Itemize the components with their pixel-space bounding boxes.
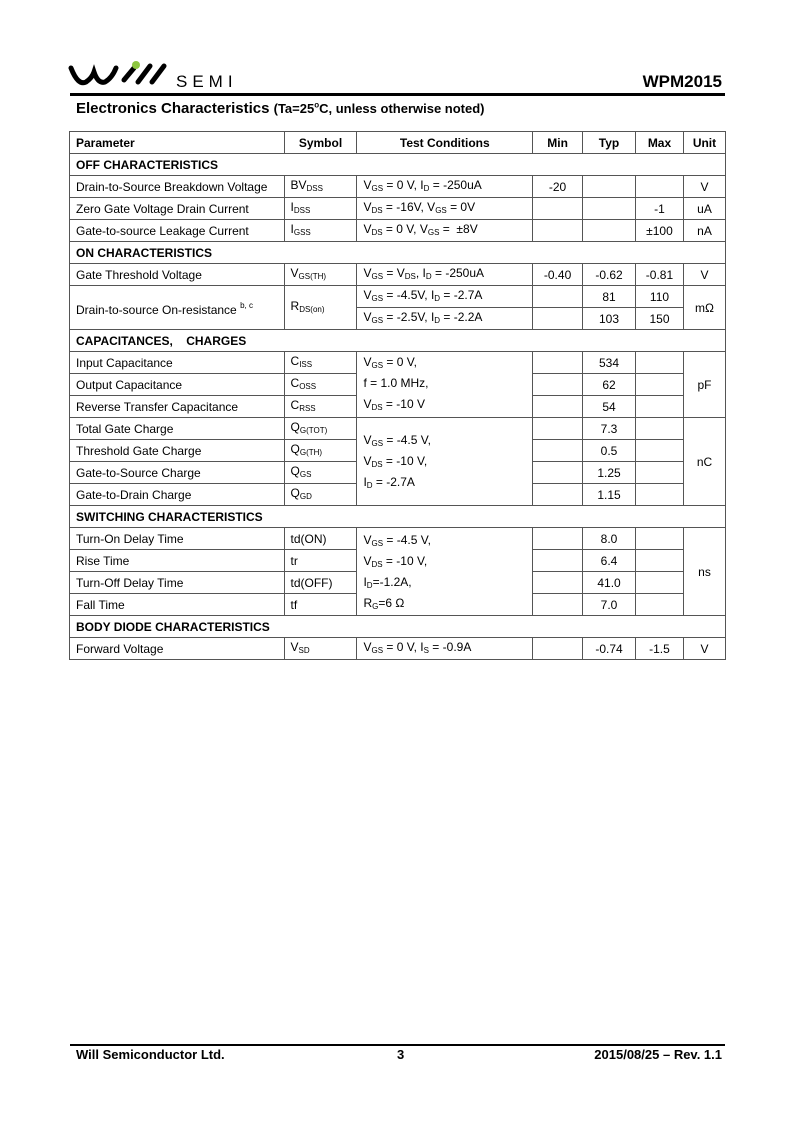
table-row: Gate-to-Source Charge $Q_{GS}$ 1.25 xyxy=(70,462,726,484)
footer-revision: 2015/08/25 – Rev. 1.1 xyxy=(594,1047,722,1062)
electrical-characteristics-table xyxy=(69,131,726,660)
table-row: Input Capacitance $C_{ISS}$ $V_{GS} = 0$ V, f = 1.0 MHz, $V_{DS} = -10$ V 534 pF xyxy=(70,352,726,374)
condition-cell: $V_{DS} = -16V$, $V_{GS} = 0V$ xyxy=(357,198,533,220)
symbol-cell: $C_{OSS}$ xyxy=(284,374,357,396)
table-row: Turn-Off Delay Time td(OFF) 41.0 xyxy=(70,572,726,594)
will-semi-logo xyxy=(68,60,268,90)
section-title xyxy=(76,100,485,117)
will-logo-mark xyxy=(68,60,173,90)
condition-cell: $V_{GS} = -4.5V$, $I_D = -2.7A$ xyxy=(357,286,533,308)
table-row: Gate-to-Drain Charge $Q_{GD}$ 1.15 xyxy=(70,484,726,506)
header-symbol: Symbol xyxy=(284,132,357,154)
section-title-text: Electronics Characteristics xyxy=(76,100,270,117)
header-parameter: Parameter xyxy=(70,132,285,154)
table-row: Total Gate Charge $Q_{G(TOT)}$ $V_{GS} = -4.5$ V, $V_{DS} = -10$ V, $I_D = -2.7A$ 7.3 nC xyxy=(70,418,726,440)
symbol-cell: $R_{DS(on)}$ xyxy=(284,286,357,330)
symbol-cell: $C_{RSS}$ xyxy=(284,396,357,418)
condition-cell: $V_{GS} = 0$ V, $I_S = -0.9A$ xyxy=(357,638,533,660)
footer-page-number: 3 xyxy=(397,1047,405,1062)
table-row: Gate Threshold Voltage $V_{GS(TH)}$ $V_{GS} = V_{DS}$, $I_D = -250uA$ -0.40 -0.62 -0.81 V xyxy=(70,264,726,286)
symbol-cell: $V_{GS(TH)}$ xyxy=(284,264,357,286)
header-rule xyxy=(70,93,725,96)
footer-rule xyxy=(70,1044,725,1046)
table-row: Threshold Gate Charge $Q_{G(TH)}$ 0.5 xyxy=(70,440,726,462)
condition-cell: $V_{DS} = 0$ V, $V_{GS} = \pm 8V$ xyxy=(357,220,533,242)
rdson-param: Drain-to-source On-resistance $^{b, c}$ xyxy=(70,286,285,330)
symbol-cell: $Q_{GS}$ xyxy=(284,462,357,484)
symbol-cell: $BV_{DSS}$ xyxy=(284,176,357,198)
table-row: Forward Voltage $V_{SD}$ $V_{GS} = 0$ V, $I_S = -0.9A$ -0.74 -1.5 V xyxy=(70,638,726,660)
header-conditions: Test Conditions xyxy=(357,132,533,154)
condition-cell: $V_{GS} = -4.5$ V, $V_{DS} = -10$ V, $I_D = -2.7A$ xyxy=(357,418,533,506)
symbol-cell: $Q_{GD}$ xyxy=(284,484,357,506)
header-typ: Typ xyxy=(583,132,636,154)
table-row: Gate-to-source Leakage Current $I_{GSS}$ $V_{DS} = 0$ V, $V_{GS} = \pm 8V$ ±100 nA xyxy=(70,220,726,242)
symbol-cell: $I_{GSS}$ xyxy=(284,220,357,242)
logo-semi-text: SEMI xyxy=(176,72,238,91)
table-row: Zero Gate Voltage Drain Current $I_{DSS}$ $V_{DS} = -16V$, $V_{GS} = 0V$ -1 uA xyxy=(70,198,726,220)
symbol-cell: $Q_{G(TOT)}$ xyxy=(284,418,357,440)
category-row: CAPACITANCES, CHARGES xyxy=(70,330,726,352)
table-row: Reverse Transfer Capacitance $C_{RSS}$ 54 xyxy=(70,396,726,418)
symbol-cell: $C_{ISS}$ xyxy=(284,352,357,374)
section-conditions: ($Ta=25^oC$, unless otherwise noted) xyxy=(273,100,485,116)
symbol-cell: $Q_{G(TH)}$ xyxy=(284,440,357,462)
table-row: Turn-On Delay Time td(ON) $V_{GS} = -4.5$ V, $V_{DS} = -10$ V, $I_D=-1.2A$, $R_G=6$ Ω 8.0 ns xyxy=(70,528,726,550)
part-number: WPM2015 xyxy=(642,72,722,91)
table-row: Drain-to-Source Breakdown Voltage $BV_{DSS}$ $V_{GS} = 0$ V, $I_D = -250uA$ -20 V xyxy=(70,176,726,198)
footer-company: Will Semiconductor Ltd. xyxy=(76,1047,225,1062)
header-unit: Unit xyxy=(683,132,725,154)
table-row: Drain-to-source On-resistance $^{b, c}$ $R_{DS(on)}$ $V_{GS} = -4.5V$, $I_D = -2.7A$ 81 110 mΩ xyxy=(70,286,726,308)
table-header-row xyxy=(70,132,726,154)
header-max: Max xyxy=(636,132,684,154)
category-row: SWITCHING CHARACTERISTICS xyxy=(70,506,726,528)
symbol-cell: $V_{SD}$ xyxy=(284,638,357,660)
category-row: BODY DIODE CHARACTERISTICS xyxy=(70,616,726,638)
condition-cell: $V_{GS} = 0$ V, f = 1.0 MHz, $V_{DS} = -10$ V xyxy=(357,352,533,418)
header-min: Min xyxy=(533,132,583,154)
table-row: Output Capacitance $C_{OSS}$ 62 xyxy=(70,374,726,396)
symbol-cell: $I_{DSS}$ xyxy=(284,198,357,220)
category-row: OFF CHARACTERISTICS xyxy=(70,154,726,176)
table-row: Rise Time tr 6.4 xyxy=(70,550,726,572)
condition-cell: $V_{GS} = -2.5V$, $I_D = -2.2A$ xyxy=(357,308,533,330)
table-row: $V_{GS} = -2.5V$, $I_D = -2.2A$ 103 150 xyxy=(70,308,726,330)
condition-cell: $V_{GS} = 0$ V, $I_D = -250uA$ xyxy=(357,176,533,198)
category-row: ON CHARACTERISTICS xyxy=(70,242,726,264)
table-row: Fall Time tf 7.0 xyxy=(70,594,726,616)
condition-cell: $V_{GS} = -4.5$ V, $V_{DS} = -10$ V, $I_D=-1.2A$, $R_G=6$ Ω xyxy=(357,528,533,616)
condition-cell: $V_{GS} = V_{DS}$, $I_D = -250uA$ xyxy=(357,264,533,286)
